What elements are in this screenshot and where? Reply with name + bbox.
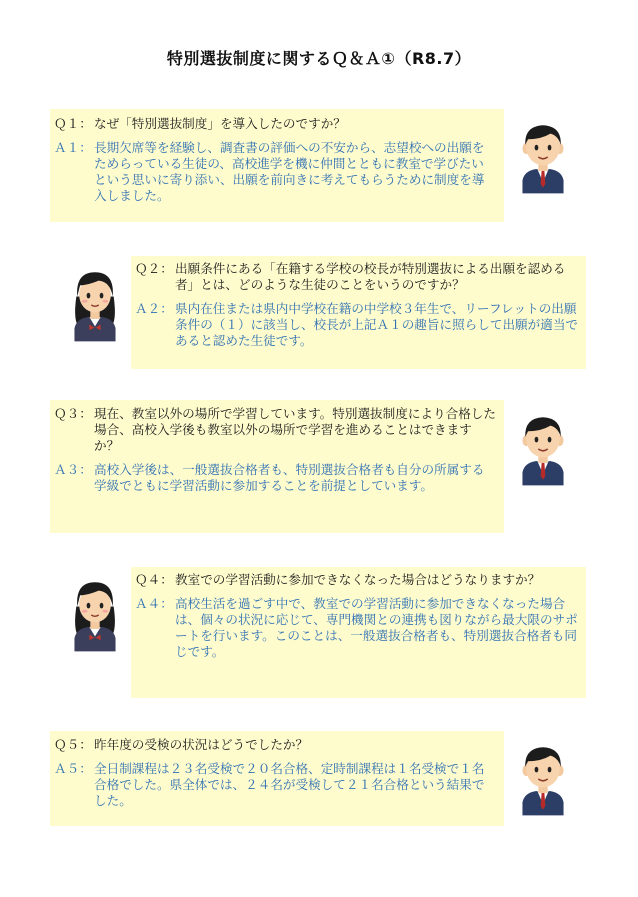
girl-student-icon [67, 266, 123, 346]
qa-box-4 [131, 567, 586, 698]
answer-label: Ａ５： [54, 761, 92, 776]
answer-label: Ａ１： [54, 140, 92, 155]
question-text: 現在、教室以外の場所で学習しています。特別選抜制度により合格した場合、高校入学後も教室以外の場所で学習を進めることはできますか？ [94, 406, 496, 453]
question-text: 教室での学習活動に参加できなくなった場合はどうなりますか？ [175, 572, 541, 587]
qa-box-2 [131, 256, 586, 369]
page-title: 特別選抜制度に関するＱ＆Ａ①（R8.7） [166, 49, 472, 68]
question-label: Ｑ５： [54, 737, 92, 752]
question-text: 昨年度の受検の状況はどうでしたか？ [94, 737, 309, 752]
answer-text: 長期欠席等を経験し、調査書の評価への不安から、志望校への出願をためらっている生徒の、高校進学を機に仲間とともに教室で学びたいという思いに寄り添い、出願を前向きに考えてもらうために制度を導入しました。 [94, 140, 485, 203]
question-text: 出願条件にある「在籍する学校の校長が特別選抜による出願を認める者」とは、どのような生徒のことをいうのですか？ [175, 261, 566, 292]
qa-box-5 [50, 731, 504, 826]
answer-text: 全日制課程は２３名受検で２０名合格、定時制課程は１名受検で１名合格でした。県全体では、２４名が受検して２１名合格という結果でした。 [94, 761, 485, 808]
answer-text: 高校生活を過ごす中で、教室での学習活動に参加できなくなった場合は、個々の状況に応じて、専門機関との連携も図りながら最大限のサポートを行います。このことは、一般選抜合格者も、特別選抜合格者も同じです。 [175, 596, 578, 659]
answer-label: Ａ４： [135, 596, 173, 611]
question-label: Ｑ２： [135, 261, 173, 276]
question-label: Ｑ１： [54, 116, 92, 131]
qa-box-3 [50, 400, 504, 533]
question-label: Ｑ３： [54, 406, 92, 421]
girl-student-icon [67, 576, 123, 656]
answer-label: Ａ２： [135, 301, 173, 316]
boy-student-icon [515, 118, 571, 198]
boy-student-icon [515, 410, 571, 490]
question-text: なぜ「特別選抜制度」を導入したのですか？ [94, 116, 346, 131]
boy-student-icon [515, 740, 571, 820]
answer-text: 高校入学後は、一般選抜合格者も、特別選抜合格者も自分の所属する学級でともに学習活動に参加することを前提としています。 [94, 462, 485, 493]
answer-label: Ａ３： [54, 462, 92, 477]
answer-text: 県内在住または県内中学校在籍の中学校３年生で、リーフレットの出願条件の（１）に該当し、校長が上記Ａ１の趣旨に照らして出願が適当であると認めた生徒です。 [175, 301, 578, 348]
question-label: Ｑ４： [135, 572, 173, 587]
qa-box-1 [50, 109, 504, 222]
